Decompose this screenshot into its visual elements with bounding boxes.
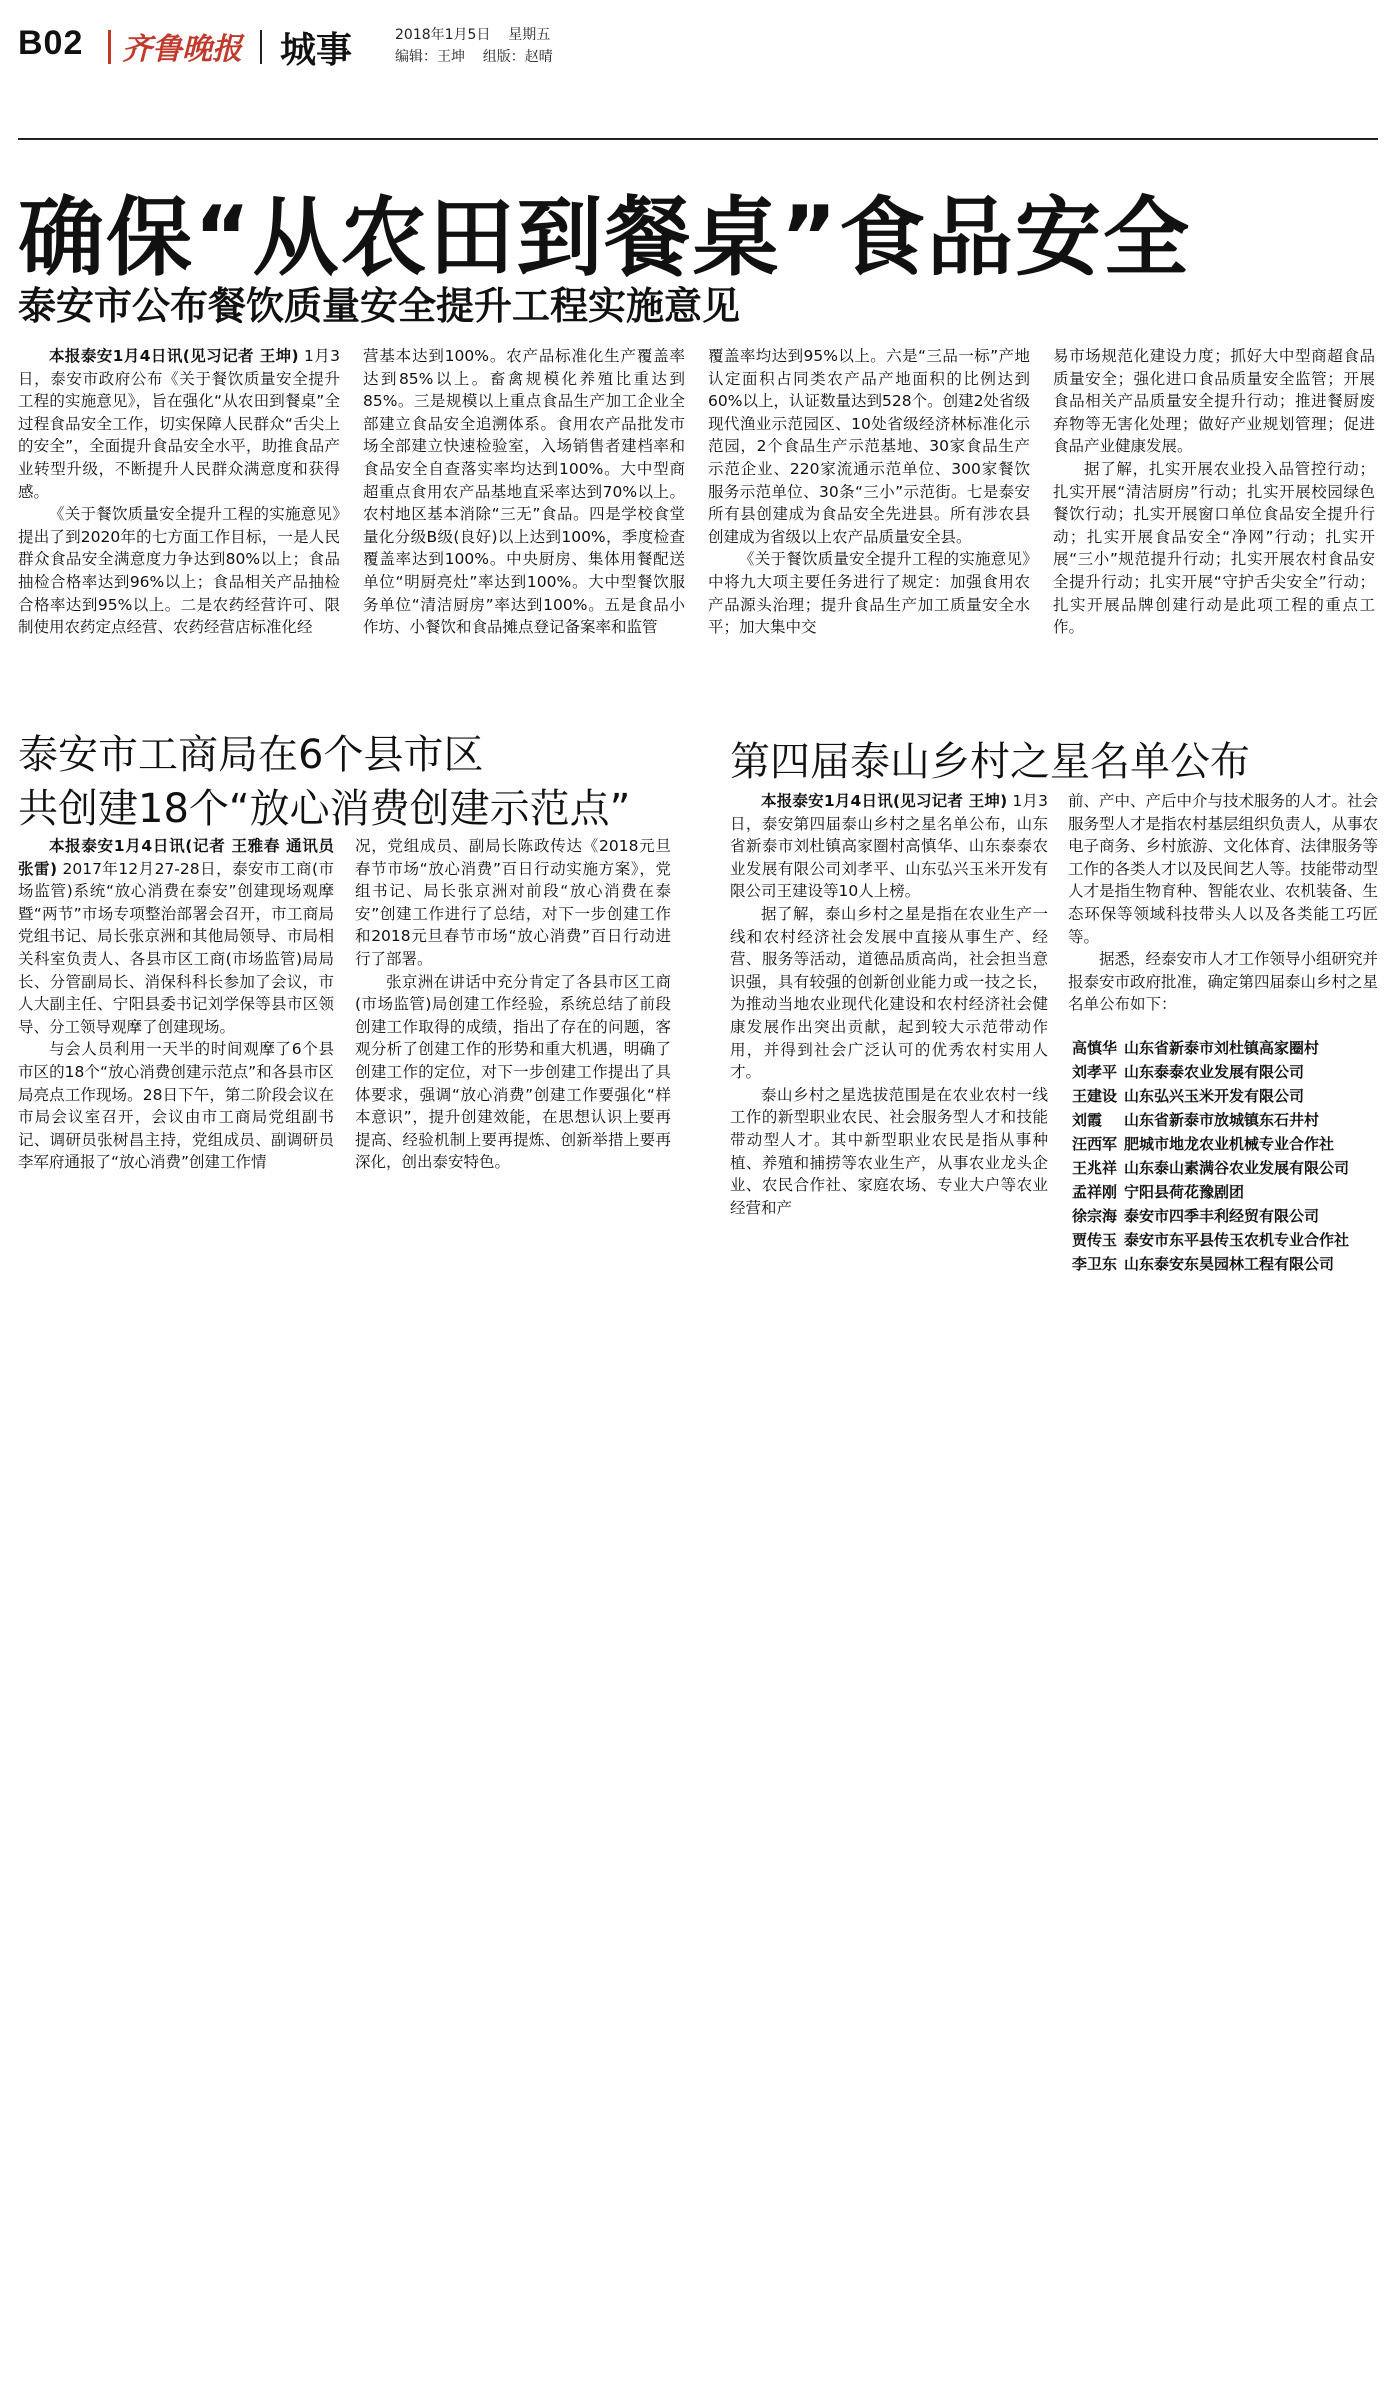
article1-paragraph: 易市场规范化建设力度；抓好大中型商超食品质量安全；强化进口食品质量安全监管；开展食品相关产品质量安全提升行动；推进餐厨废弃物等无害化处理；做好产业规划管理；促进食品产业健康发展。 xyxy=(1053,347,1375,456)
masthead-separator xyxy=(260,30,262,64)
article3-paragraph: 泰山乡村之星选拔范围是在农业农村一线工作的新型职业农民、社会服务型人才和技能带动型人才。其中新型职业农民是指从事种植、养殖和捕捞等农业生产，从事农业龙头企业、农民合作社、家庭农场、专业大户等农业经营和产 xyxy=(730,1085,1048,1217)
article3-paragraph: 前、产中、产后中介与技术服务的人才。社会服务型人才是指农村基层组织负责人，从事农电子商务、乡村旅游、文化体育、法律服务等工作的各类人才以及民间艺人等。技能带动型人才是指生物育种、智能农业、农机装备、生态环保等领域科技带头人以及各类能工巧匠等。 xyxy=(1068,792,1379,946)
article2-column-2 xyxy=(355,835,671,1174)
article3-title: 第四届泰山乡村之星名单公布 xyxy=(730,739,1250,785)
winner-organization: 肥城市地龙农业机械专业合作社 xyxy=(1124,1135,1335,1153)
winner-organization: 泰安市东平县传玉农机专业合作社 xyxy=(1124,1231,1350,1249)
article1-column-4 xyxy=(1053,345,1375,639)
winner-organization: 山东省新泰市刘杜镇高家圈村 xyxy=(1124,1039,1320,1057)
article2-byline: 本报泰安1月4日讯(记者 王雅春 通讯员 张雷) xyxy=(18,837,334,878)
winner-organization: 山东泰山素满谷农业发展有限公司 xyxy=(1124,1159,1350,1177)
winner-row xyxy=(1072,1156,1349,1180)
winner-row xyxy=(1072,1252,1349,1276)
article1-paragraph: 覆盖率均达到95%以上。六是“三品一标”产地认定面积占同类农产品产地面积的比例达到60%以上，认证数量达到528个。创建2处省级现代渔业示范园区、10处省级经济林标准化示范园，2个食品生产示范基地、30家食品生产示范企业、220家流通示范单位、300家餐饮服务示范单位、30条“三小”示范街。七是泰安所有县创建成为食品安全先进县。所有涉农县创建成为省级以上农产品质量安全县。 xyxy=(708,347,1030,546)
article3-column-2 xyxy=(1068,790,1378,1016)
winner-name: 贾传玉 xyxy=(1072,1231,1118,1249)
winner-name: 孟祥刚 xyxy=(1072,1183,1118,1201)
winner-row xyxy=(1072,1132,1349,1156)
main-subheadline: 泰安市公布餐饮质量安全提升工程实施意见 xyxy=(18,284,741,328)
article2-title-line: 泰安市工商局在6个县市区 xyxy=(18,732,484,778)
editor-credits: 编辑：王坤 组版：赵晴 xyxy=(395,49,553,65)
winner-row xyxy=(1072,1036,1349,1060)
article1-column-1 xyxy=(18,345,340,639)
winner-organization: 宁阳县荷花豫剧团 xyxy=(1124,1183,1245,1201)
winner-organization: 山东泰安东昊园林工程有限公司 xyxy=(1124,1255,1335,1273)
winner-name: 汪西军 xyxy=(1072,1135,1118,1153)
masthead-divider xyxy=(108,30,111,64)
winner-organization: 泰安市四季丰利经贸有限公司 xyxy=(1124,1207,1320,1225)
article2-paragraph: 张京洲在讲话中充分肯定了各县市区工商(市场监管)局创建工作经验，系统总结了前段创建工作取得的成绩，指出了存在的问题，客观分析了创建工作的形势和重大机遇，明确了创建工作的定位，对下一步创建工作提出了具体要求，强调“放心消费”创建工作要强化“样本意识”，提升创建效能，在思想认识上要再提高、经验机制上要再提炼、创新举措上要再深化，创出泰安特色。 xyxy=(355,972,671,1172)
article1-column-3 xyxy=(708,345,1030,639)
article1-paragraph: 营基本达到100%。农产品标准化生产覆盖率达到85%以上。畜禽规模化养殖比重达到85%。三是规模以上重点食品生产加工企业全部建立食品安全追溯体系。食用农产品批发市场全部建立快速检验室，入场销售者建档率和食品安全自查落实率均达到100%。大中型商超重点食用农产品基地直采率达到70%以上。农村地区基本消除“三无”食品。四是学校食堂量化分级B级(良好)以上达到100%，季度检查覆盖率达到100%。中央厨房、集体用餐配送单位“明厨亮灶”率达到100%。大中型餐饮服务单位“清洁厨房”率达到100%。五是食品小作坊、小餐饮和食品摊点登记备案率和监管 xyxy=(363,347,685,637)
winner-name: 李卫东 xyxy=(1072,1255,1118,1273)
article2-column-1 xyxy=(18,835,334,1174)
winner-organization: 山东弘兴玉米开发有限公司 xyxy=(1124,1087,1305,1105)
article3-column-1 xyxy=(730,790,1048,1219)
issue-date: 2018年1月5日 星期五 xyxy=(395,27,551,43)
winners-list xyxy=(1072,1036,1349,1276)
winner-row xyxy=(1072,1204,1349,1228)
article3-paragraph: 据了解，泰山乡村之星是指在农业生产一线和农村经济社会发展中直接从事生产、经营、服务等活动，道德品质高尚，社会担当意识强，具有较强的创新创业能力或一技之长，为推动当地农业现代化建设和农村经济社会健康发展作出突出贡献，起到较大示范带动作用，并得到社会广泛认可的优秀农村实用人才。 xyxy=(730,904,1048,1082)
article3-paragraph: 据悉，经泰安市人才工作领导小组研究并报泰安市政府批准，确定第四届泰山乡村之星名单公布如下： xyxy=(1068,950,1379,1014)
winner-name: 王兆祥 xyxy=(1072,1159,1118,1177)
article1-paragraph: 据了解，扎实开展农业投入品管控行动；扎实开展“清洁厨房”行动；扎实开展校园绿色餐饮行动；扎实开展窗口单位食品安全提升行动；扎实开展食品安全“净网”行动；扎实开展“三小”规范提升行动；扎实开展农村食品安全提升行动；扎实开展“守护舌尖安全”行动；扎实开展品牌创建行动是此项工程的重点工作。 xyxy=(1053,459,1375,637)
winner-name: 刘霞 xyxy=(1072,1111,1103,1129)
article1-paragraph: 《关于餐饮质量安全提升工程的实施意见》提出了到2020年的七方面工作目标，一是人民群众食品安全满意度力争达到80%以上；食品抽检合格率达到96%以上；食品相关产品抽检合格率达到95%以上。二是农药经营许可、限制使用农药定点经营、农药经营店标准化经 xyxy=(18,505,340,637)
header-rule xyxy=(18,138,1378,140)
article3-byline: 本报泰安1月4日讯(见习记者 王坤) xyxy=(761,792,1008,810)
main-headline: 确保“从农田到餐桌”食品安全 xyxy=(18,188,1192,288)
winner-row xyxy=(1072,1228,1349,1252)
article1-byline: 本报泰安1月4日讯(见习记者 王坤) xyxy=(49,347,299,365)
page-number: B02 xyxy=(18,24,84,62)
winner-organization: 山东泰泰农业发展有限公司 xyxy=(1124,1063,1305,1081)
article2-title xyxy=(18,728,630,836)
article3-paragraph: 1月3日，泰安第四届泰山乡村之星名单公布，山东省新泰市刘杜镇高家圈村高慎华、山东泰泰农业发展有限公司刘孝平、山东弘兴玉米开发有限公司王建设等10人上榜。 xyxy=(730,792,1048,901)
article2-paragraph: 与会人员利用一天半的时间观摩了6个县市区的18个“放心消费创建示范点”和各县市区局亮点工作现场。28日下午，第二阶段会议在市局会议室召开，会议由市工商局党组副书记、调研员张树昌主持，党组成员、副调研员李军府通报了“放心消费”创建工作情 xyxy=(18,1040,334,1172)
winner-name: 高慎华 xyxy=(1072,1039,1118,1057)
article2-paragraph: 况，党组成员、副局长陈政传达《2018元旦春节市场“放心消费”百日行动实施方案》，党组书记、局长张京洲对前段“放心消费在泰安”创建工作进行了总结，对下一步创建工作和2018元旦春节市场“放心消费”百日行动进行了部署。 xyxy=(355,837,671,968)
winner-name: 王建设 xyxy=(1072,1087,1118,1105)
winner-name: 徐宗海 xyxy=(1072,1207,1118,1225)
winner-row xyxy=(1072,1180,1349,1204)
article2-title-line: 共创建18个“放心消费创建示范点” xyxy=(18,786,631,832)
winner-row xyxy=(1072,1060,1349,1084)
article1-paragraph: 《关于餐饮质量安全提升工程的实施意见》中将九大项主要任务进行了规定：加强食用农产品源头治理；提升食品生产加工质量安全水平；加大集中交 xyxy=(708,550,1030,637)
winner-organization: 山东省新泰市放城镇东石井村 xyxy=(1124,1111,1320,1129)
section-title: 城事 xyxy=(280,30,353,71)
winner-row xyxy=(1072,1108,1349,1132)
winner-name: 刘孝平 xyxy=(1072,1063,1118,1081)
newspaper-logo: 齐鲁晚报 xyxy=(122,32,242,67)
article2-paragraph: 2017年12月27-28日，泰安市工商(市场监管)系统“放心消费在泰安”创建现场观摩暨“两节”市场专项整治部署会召开，市工商局党组书记、局长张京洲和其他局领导、市局相关科室负责人、各县市区工商(市场监管)局局长、分管副局长、消保科科长参加了会议，市人大副主任、宁阳县委书记刘学保等县市区领导、分工领导观摩了创建现场。 xyxy=(18,859,334,1036)
article1-paragraph: 1月3日，泰安市政府公布《关于餐饮质量安全提升工程的实施意见》，旨在强化“从农田到餐桌”全过程食品安全工作，切实保障人民群众“舌尖上的安全”，全面提升食品安全水平，助推食品产业转型升级，不断提升人民群众满意度和获得感。 xyxy=(18,347,340,501)
winner-row xyxy=(1072,1084,1349,1108)
article1-column-2 xyxy=(363,345,685,639)
